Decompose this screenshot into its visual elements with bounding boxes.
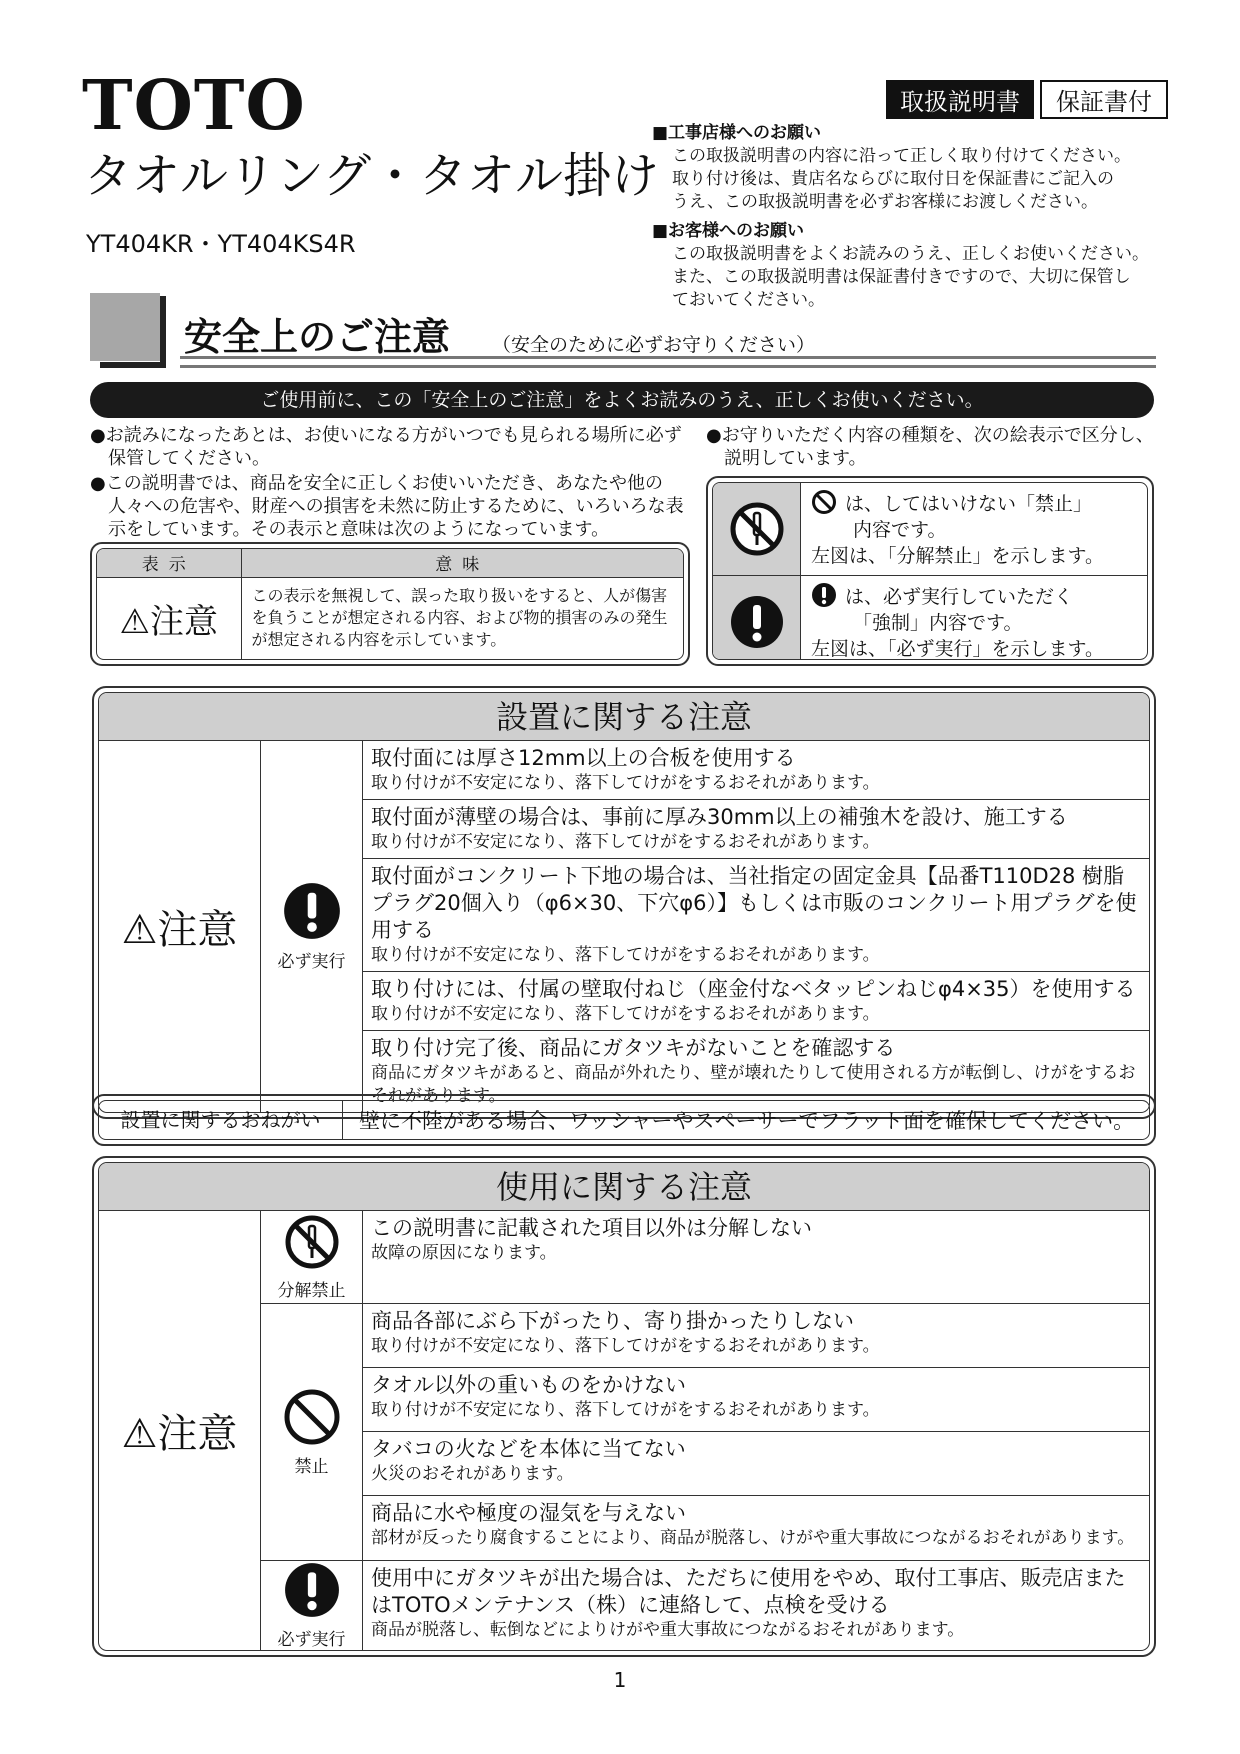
item-desc: 商品が脱落し、転倒などによりけがや重大事故につながるおそれがあります。	[371, 1620, 965, 1640]
item-desc: 取り付けが不安定になり、落下してけがをするおそれがあります。	[371, 1400, 880, 1420]
usage-heading: 使用に関する注意	[99, 1163, 1149, 1211]
icon-legend-text: 内容です。	[853, 519, 947, 541]
icon-legend-text: 左図は、「分解禁止」を示します。	[811, 545, 1104, 567]
disassembly-prohibited-icon	[284, 1214, 340, 1270]
installation-request	[92, 1094, 1156, 1146]
installation-section	[92, 686, 1156, 1119]
safety-underline	[180, 356, 1156, 368]
list-item	[363, 1561, 1149, 1646]
intro-right	[706, 424, 1160, 470]
brand-logo: TOTO	[82, 66, 306, 146]
usage-group-disassembly	[261, 1211, 1149, 1303]
note-line: ておいてください。	[672, 290, 825, 310]
legend-col-meaning: 意味	[241, 549, 683, 577]
safety-banner: ご使用前に、この「安全上のご注意」をよくお読みのうえ、正しくお使いください。	[90, 382, 1154, 418]
mandatory-icon	[283, 1561, 341, 1619]
item-title: タバコの火などを本体に当てない	[371, 1437, 686, 1461]
list-item	[363, 1432, 1149, 1496]
legend-table	[90, 542, 690, 666]
list-item	[363, 1368, 1149, 1432]
item-title: 取り付けには、付属の壁取付ねじ（座金付なベタッピンねじφ4×35）を使用する	[371, 977, 1136, 1001]
item-title: この説明書に記載された項目以外は分解しない	[371, 1216, 812, 1240]
notes	[652, 122, 1172, 312]
note-line: この取扱説明書をよくお読みのうえ、正しくお使いください。	[672, 244, 1150, 264]
icon-legend-text: は、してはいけない「禁止」	[845, 493, 1093, 515]
safety-title-block	[90, 293, 160, 361]
list-item	[363, 972, 1149, 1031]
tag-manual: 取扱説明書	[886, 80, 1034, 119]
safety-title-rule	[160, 296, 166, 368]
list-item	[363, 741, 1149, 800]
item-desc: 故障の原因になります。	[371, 1243, 557, 1263]
item-title: 取付面には厚さ12mm以上の合板を使用する	[371, 746, 796, 770]
item-desc: 取り付けが不安定になり、落下してけがをするおそれがあります。	[371, 1004, 880, 1024]
icon-label: 必ず実行	[277, 1630, 346, 1650]
item-title: 取付面がコンクリート下地の場合は、当社指定の固定金具【品番T110D28 樹脂プラグ20個入り（φ6×30、下穴φ6）】もしくは市販のコンクリート用プラグを使用する	[371, 864, 1137, 942]
intro-paragraph: ●お守りいただく内容の種類を、次の絵表示で区分し、説明しています。	[706, 425, 1154, 469]
mandatory-icon	[282, 881, 342, 941]
icon-label: 必ず実行	[277, 952, 346, 972]
icon-label: 分解禁止	[277, 1280, 346, 1301]
item-desc: 火災のおそれがあります。	[371, 1464, 574, 1484]
icon-legend-text: 「強制」内容です。	[853, 612, 1023, 634]
mandatory-icon	[729, 594, 785, 650]
icon-legend-row-prohibited	[713, 483, 1147, 575]
caution-symbol: ⚠注意	[119, 601, 218, 642]
model-number: YT404KR・YT404KS4R	[86, 230, 356, 258]
usage-group-mandatory	[261, 1560, 1149, 1650]
usage-section	[92, 1156, 1156, 1657]
item-desc: 取り付けが不安定になり、落下してけがをするおそれがあります。	[371, 945, 880, 965]
page-number: 1	[613, 1668, 627, 1692]
intro-paragraph: ●この説明書では、商品を安全に正しくお使いいただき、あなたや他の人々への危害や、財産への損害を未然に防止するために、いろいろな表示をしています。その表示と意味は次のようになっています。	[90, 473, 684, 540]
item-title: 取り付け完了後、商品にガタツキがないことを確認する	[371, 1036, 896, 1060]
note-customer	[652, 220, 1172, 312]
mandatory-icon	[811, 582, 837, 608]
prohibited-icon	[283, 1388, 341, 1446]
list-item	[363, 1496, 1149, 1560]
note-installer	[652, 122, 1172, 214]
legend-col-display: 表示	[97, 549, 241, 577]
item-title: 取付面が薄壁の場合は、事前に厚み30mm以上の補強木を設け、施工する	[371, 805, 1068, 829]
installation-heading: 設置に関する注意	[99, 693, 1149, 741]
item-desc: 取り付けが不安定になり、落下してけがをするおそれがあります。	[371, 773, 880, 793]
tag-warranty: 保証書付	[1040, 80, 1168, 119]
icon-legend	[706, 476, 1154, 666]
list-item	[363, 1304, 1149, 1368]
icon-label: 禁止	[294, 1456, 329, 1477]
note-heading: ■お客様へのお願い	[652, 221, 805, 241]
caution-symbol: ⚠注意	[99, 1211, 261, 1650]
intro-paragraph: ●お読みになったあとは、お使いになる方がいつでも見られる場所に必ず保管してください。	[90, 425, 682, 469]
note-line: この取扱説明書の内容に沿って正しく取り付けてください。	[672, 146, 1131, 166]
request-text: 壁に不陸がある場合、ワッシャーやスペーサーでフラット面を確保してください。	[359, 1109, 1135, 1133]
caution-symbol: ⚠注意	[99, 741, 261, 1112]
note-line: また、この取扱説明書は保証書付きですので、大切に保管し	[672, 267, 1131, 287]
prohibited-icon	[811, 489, 837, 515]
disassembly-prohibited-icon	[729, 501, 785, 557]
legend-meaning: この表示を無視して、誤った取り扱いをすると、人が傷害を負うことが想定される内容、および物的損害のみの発生が想定される内容を示しています。	[241, 577, 683, 659]
usage-group-prohibited	[261, 1303, 1149, 1560]
intro-left	[90, 424, 686, 541]
item-desc: 取り付けが不安定になり、落下してけがをするおそれがあります。	[371, 832, 880, 852]
item-desc: 部材が反ったり腐食することにより、商品が脱落し、けがや重大事故につながるおそれがあります。	[371, 1528, 1135, 1548]
note-heading: ■工事店様へのお願い	[652, 123, 822, 143]
safety-title-rule	[100, 362, 166, 368]
document-tags	[886, 80, 1168, 119]
safety-subtitle: （安全のために必ずお守りください）	[492, 334, 816, 356]
item-title: タオル以外の重いものをかけない	[371, 1373, 686, 1397]
list-item	[363, 859, 1149, 972]
item-title: 商品に水や極度の湿気を与えない	[371, 1501, 686, 1525]
item-title: 使用中にガタツキが出た場合は、ただちに使用をやめ、取付工事店、販売店またはTOTOメンテナンス（株）に連絡して、点検を受ける	[371, 1566, 1126, 1617]
list-item	[363, 1211, 1149, 1303]
request-label: 設置に関するおねがい	[99, 1101, 343, 1139]
icon-legend-text: 左図は、「必ず実行」を示します。	[811, 638, 1104, 660]
list-item	[363, 800, 1149, 859]
icon-legend-row-mandatory	[713, 575, 1147, 660]
item-desc: 取り付けが不安定になり、落下してけがをするおそれがあります。	[371, 1336, 880, 1356]
safety-title: 安全上のご注意	[184, 315, 451, 359]
item-title: 商品各部にぶら下がったり、寄り掛かったりしない	[371, 1309, 854, 1333]
product-title: タオルリング・タオル掛け	[84, 148, 660, 204]
note-line: 取り付け後は、貴店名ならびに取付日を保証書にご記入の	[672, 169, 1114, 189]
note-line: うえ、この取扱説明書を必ずお客様にお渡しください。	[672, 192, 1099, 212]
icon-legend-text: は、必ず実行していただく	[845, 586, 1074, 608]
item-desc: 商品にガタツキがあると、商品が外れたり、壁が壊れたりして使用される方が転倒し、けがをするおそれがあります。	[371, 1063, 1136, 1106]
